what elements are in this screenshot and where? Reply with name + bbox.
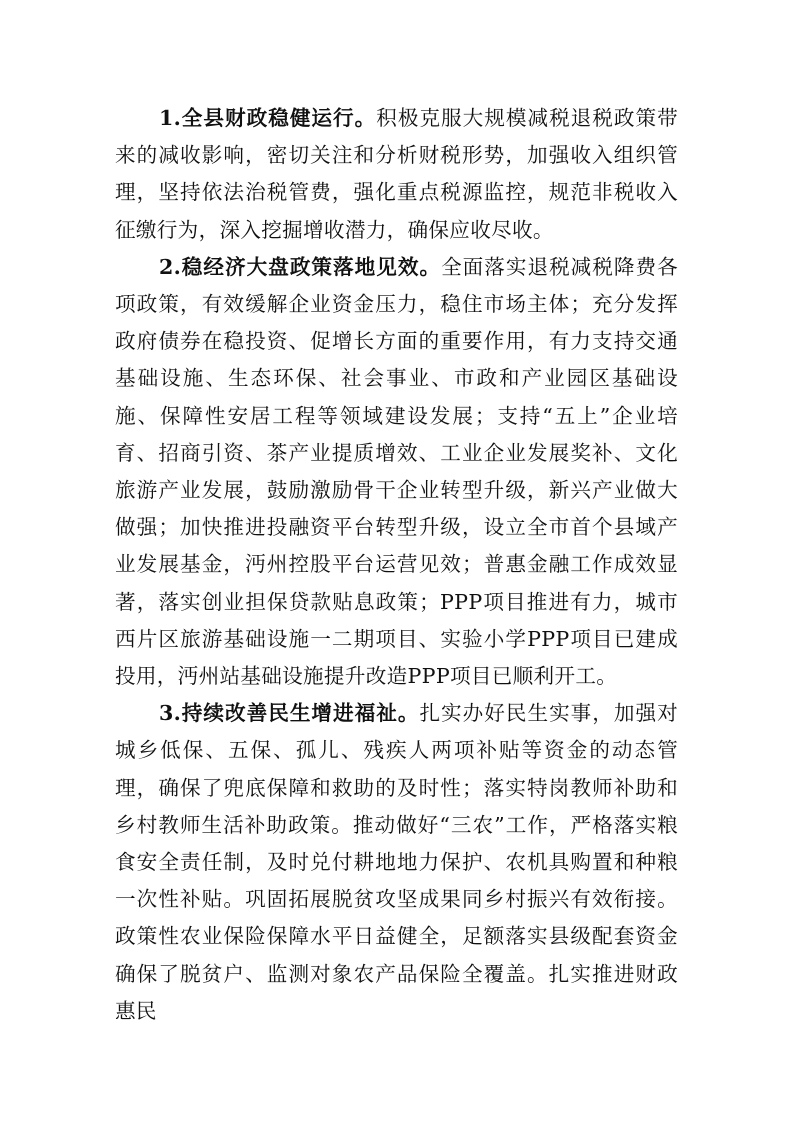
paragraph-3-heading: 3.持续改善民生增进福祉。 (159, 701, 420, 726)
paragraph-1 (115, 100, 678, 249)
paragraph-2-heading: 2.稳经济大盘政策落地见效。 (159, 254, 442, 279)
paragraph-3 (115, 695, 678, 1030)
paragraph-1-body: 积极克服大规模减税退税政策带来的减收影响，密切关注和分析财税形势，加强收入组织管理，坚持依法治税管费，强化重点税源监控，规范非税收入征缴行为，深入挖掘增收潜力，确保应收尽收。 (115, 106, 678, 242)
paragraph-3-body: 扎实办好民生实事，加强对城乡低保、五保、孤儿、残疾人两项补贴等资金的动态管理，确保了兜底保障和救助的及时性；落实特岗教师补助和乡村教师生活补助政策。推动做好“三农”工作，严格落实粮食安全责任制，及时兑付耕地地力保护、农机具购置和种粮一次性补贴。巩固拓展脱贫攻坚成果同乡村振兴有效衔接。政策性农业保险保障水平日益健全，足额落实县级配套资金确保了脱贫户、监测对象农产品保险全覆盖。扎实推进财政惠民 (115, 701, 678, 1023)
paragraph-2-body: 全面落实退税减税降费各项政策，有效缓解企业资金压力，稳住市场主体；充分发挥政府债券在稳投资、促增长方面的重要作用，有力支持交通基础设施、生态环保、社会事业、市政和产业园区基础设施、保障性安居工程等领域建设发展；支持“五上”企业培育、招商引资、茶产业提质增效、工业企业发展奖补、文化旅游产业发展，鼓励激励骨干企业转型升级，新兴产业做大做强；加快推进投融资平台转型升级，设立全市首个县域产业发展基金，沔州控股平台运营见效；普惠金融工作成效显著，落实创业担保贷款贴息政策；PPP项目推进有力，城市西片区旅游基础设施一二期项目、实验小学PPP项目已建成投用，沔州站基础设施提升改造PPP项目已顺利开工。 (115, 254, 678, 689)
paragraph-1-heading: 1.全县财政稳健运行。 (159, 106, 377, 130)
paragraph-2 (115, 249, 678, 695)
